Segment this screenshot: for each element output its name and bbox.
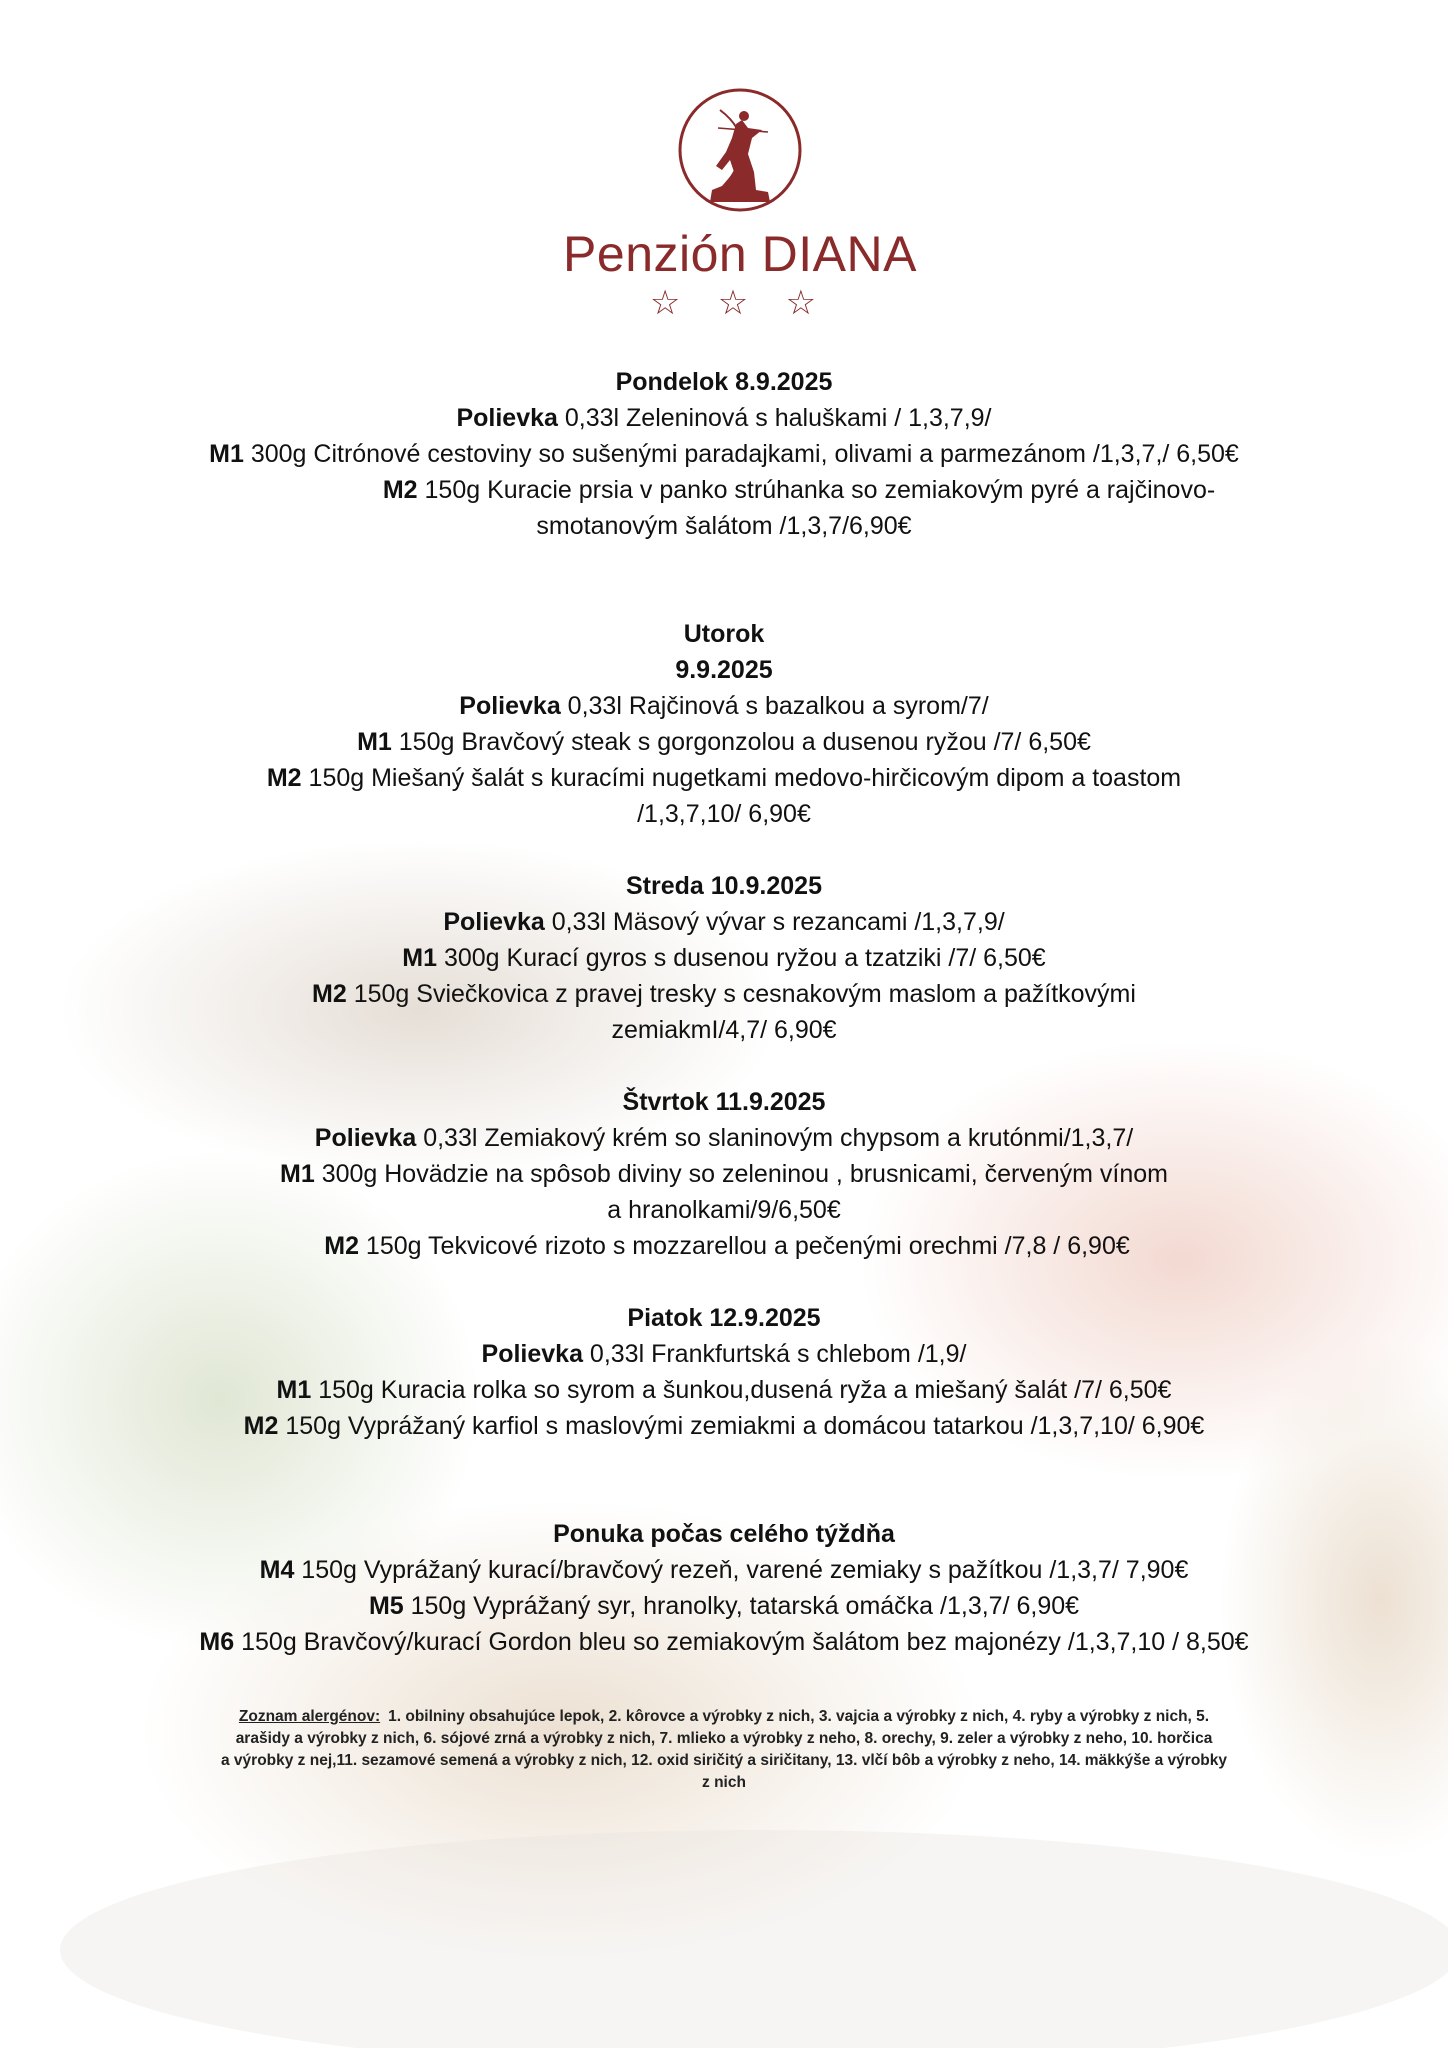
menu-item-m2-cont: zemiakmI/4,7/ 6,90€ — [611, 1016, 837, 1044]
soup-item: Polievka 0,33l Mäsový vývar s rezancami /1,3,7,9/ — [443, 908, 1005, 936]
day-heading: Piatok 12.9.2025 — [627, 1304, 821, 1332]
menu-item-m2: M2 150g Sviečkovica z pravej tresky s cesnakovým maslom a pažítkovými — [312, 980, 1136, 1008]
weekly-offer-heading: Ponuka počas celého týždňa — [553, 1520, 895, 1548]
day-heading: Utorok — [683, 620, 765, 648]
soup-item: Polievka 0,33l Zemiakový krém so slaninovým chypsom a krutónmi/1,3,7/ — [314, 1124, 1134, 1152]
soup-item: Polievka 0,33l Frankfurtská s chlebom /1,9/ — [481, 1340, 967, 1368]
archer-logo-icon — [670, 80, 810, 220]
menu-item-m5: M5 150g Vyprážaný syr, hranolky, tatarská omáčka /1,3,7/ 6,90€ — [368, 1592, 1080, 1620]
brand-name: Penzión DIANA — [563, 226, 917, 282]
menu-item-m6: M6 150g Bravčový/kurací Gordon bleu so zemiakovým šalátom bez majonézy /1,3,7,10 / 8,50€ — [199, 1628, 1249, 1656]
weekly-menu — [120, 364, 1328, 1660]
day-heading: Štvrtok 11.9.2025 — [622, 1088, 826, 1116]
day-heading: Streda 10.9.2025 — [626, 872, 822, 900]
allergen-list-title: Zoznam alergénov: — [238, 1708, 381, 1725]
menu-item-m2: M2 150g Tekvicové rizoto s mozzarellou a pečenými orechmi /7,8 / 6,90€ — [324, 1232, 1130, 1260]
rating-stars: ☆ ☆ ☆ — [649, 284, 831, 322]
menu-item-m2: M2 150g Kuracie prsia v panko strúhanka so zemiakovým pyré a rajčinovo- — [382, 476, 1216, 504]
day-date: 9.9.2025 — [675, 656, 773, 684]
allergen-list: Zoznam alergénov: 1. obilniny obsahujúce lepok, 2. kôrovce a výrobky z nich, 3. vajcia a výrobky z nich, 4. ryby a výrobky z nich, 5. arašidy a výrobky z nich, 6. sójové zrná a výrobky z nich, 7. mlieko a výrobky z neho, 8. orechy, 9. zeler a výrobky z neho, 10. horčica a výrobky z nej,11. sezamové semená a výrobky z nich, 12. oxid siričitý a siričitany, 13. vlčí bôb a výrobky z neho, 14. mäkkýše a výrobky z nich — [221, 1708, 1227, 1791]
soup-item: Polievka 0,33l Rajčinová s bazalkou a syrom/7/ — [459, 692, 989, 720]
menu-item-m1: M1 150g Kuracia rolka so syrom a šunkou,dusená ryža a miešaný šalát /7/ 6,50€ — [276, 1376, 1172, 1404]
menu-item-m1-cont: a hranolkami/9/6,50€ — [607, 1196, 841, 1224]
day-heading: Pondelok 8.9.2025 — [615, 368, 833, 396]
menu-item-m2-cont: smotanovým šalátom /1,3,7/6,90€ — [536, 512, 912, 540]
menu-item-m1: M1 150g Bravčový steak s gorgonzolou a dusenou ryžou /7/ 6,50€ — [357, 728, 1091, 756]
menu-item-m4: M4 150g Vyprážaný kurací/bravčový rezeň, varené zemiaky s pažítkou /1,3,7/ 7,90€ — [259, 1556, 1189, 1584]
menu-item-m1: M1 300g Citrónové cestoviny so sušenými paradajkami, olivami a parmezánom /1,3,7,/ 6,50€ — [209, 440, 1239, 468]
menu-item-m1: M1 300g Hovädzie na spôsob diviny so zeleninou , brusnicami, červeným vínom — [280, 1160, 1168, 1188]
logo — [560, 80, 920, 340]
menu-item-m2: M2 150g Vyprážaný karfiol s maslovými zemiakmi a domácou tatarkou /1,3,7,10/ 6,90€ — [243, 1412, 1205, 1440]
soup-item: Polievka 0,33l Zeleninová s haluškami / 1,3,7,9/ — [456, 404, 992, 432]
menu-item-m2-cont: /1,3,7,10/ 6,90€ — [637, 800, 811, 828]
menu-item-m1: M1 300g Kurací gyros s dusenou ryžou a tzatziki /7/ 6,50€ — [402, 944, 1046, 972]
menu-item-m2: M2 150g Miešaný šalát s kuracími nugetkami medovo-hirčicovým dipom a toastom — [266, 764, 1182, 792]
